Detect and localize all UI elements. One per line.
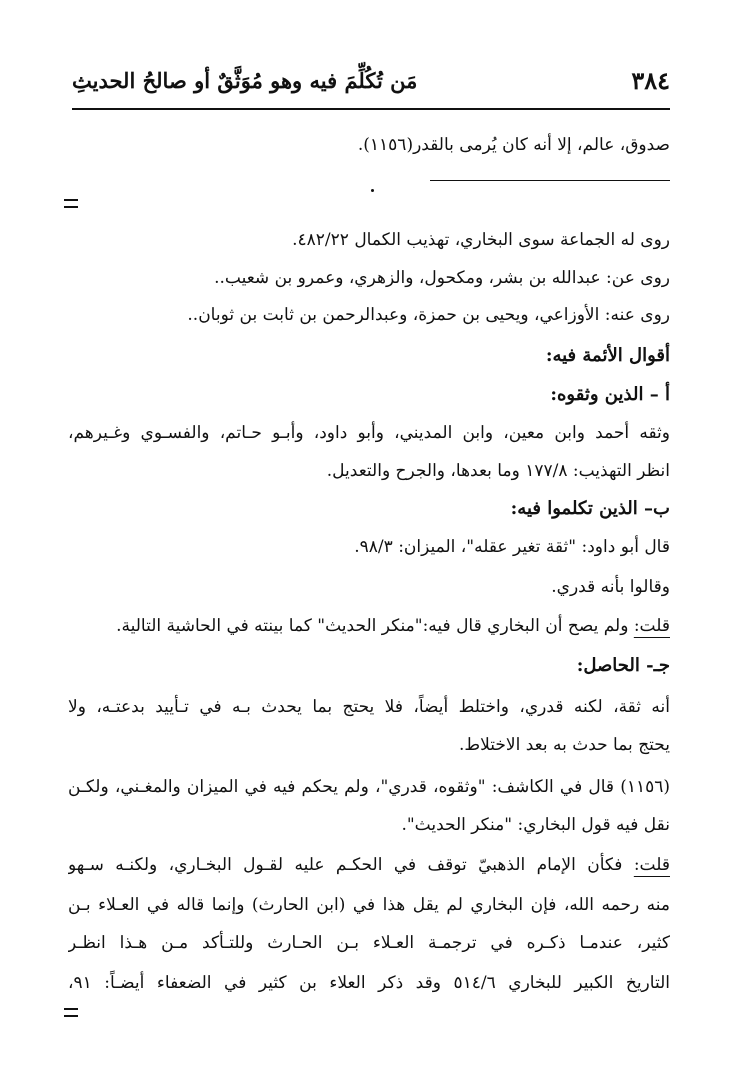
body-line-9-text: ولم يصح أن البخاري قال فيه:"منكر الحديث" كما بينته في الحاشية التالية. <box>116 616 634 636</box>
footnote-line-4: منه رحمه الله، فإن البخاري لم يقل هذا في (ابن الحارث) وإنما قاله في العـلاء بـن <box>68 895 670 915</box>
footnote-line-1: (١١٥٦) قال في الكاشف: "وثقوه، قدري"، ولم يحكم فيه في الميزان والمغـني، ولكـن <box>68 777 670 797</box>
body-line-11: يحتج بما حدث به بعد الاختلاط. <box>458 735 670 755</box>
body-line-1: صدوق، عالم، إلا أنه كان يُرمى بالقدر(١١٥٦). <box>357 135 670 155</box>
body-line-6: انظر التهذيب: ١٧٧/٨ وما بعدها، والجرح والتعديل. <box>326 461 670 481</box>
body-line-5: وثقه أحمد وابن معين، وابن المديني، وأبو داود، وأبـو حـاتم، والفسـوي وغـيرهم، <box>68 423 670 443</box>
body-line-4: روى عنه: الأوزاعي، ويحيى بن حمزة، وعبدالرحمن بن ثابت بن ثوبان.. <box>187 305 670 325</box>
qult-label: قلت: <box>633 616 670 636</box>
body-line-2: روى له الجماعة سوى البخاري، تهذيب الكمال ٤٨٢/٢٢. <box>292 230 670 250</box>
header-rule <box>72 108 670 110</box>
page-header <box>72 60 670 100</box>
body-line-8: وقالوا بأنه قدري. <box>551 577 670 597</box>
running-title: مَن تُكُلِّمَ فيه وهو مُوَثَّقٌ أو صالحُ الحديثِ <box>72 67 418 93</box>
stray-dot <box>371 189 374 192</box>
body-line-7: قال أبو داود: "ثقة تغير عقله"، الميزان: ٩٨/٣. <box>354 537 670 557</box>
footnote-line-2: نقل فيه قول البخاري: "منكر الحديث". <box>401 815 670 835</box>
double-line-mark-bottom <box>64 1008 78 1017</box>
heading-b: ب– الذين تكلموا فيه: <box>510 498 670 519</box>
heading-aqwal: أقوال الأئمة فيه: <box>545 345 670 366</box>
footnote-line-3-text: فكأن الإمام الذهبيّ توقف في الحكـم عليه لقـول البخـاري، ولكنـه سـهو <box>68 855 634 875</box>
heading-j: جـ- الحاصل: <box>576 655 670 676</box>
body-line-9 <box>68 612 670 640</box>
body-line-10: أنه ثقة، لكنه قدري، واختلط أيضاً، فلا يحتج بما يحدث بـه في تـأييد بدعتـه، ولا <box>68 697 670 717</box>
footnote-separator <box>430 180 670 181</box>
footnote-line-3 <box>68 851 670 879</box>
body-line-3: روى عن: عبدالله بن بشر، ومكحول، والزهري، وعمرو بن شعيب.. <box>214 268 670 288</box>
footnote-line-5: كثير، عندمـا ذكـره في ترجمـة العـلاء بـن الحـارث وللتـأكد مـن هـذا انظـر <box>68 933 670 953</box>
footnote-qult-label: قلت: <box>633 855 670 875</box>
page-number: ٣٨٤ <box>631 65 670 95</box>
heading-a: أ – الذين وثقوه: <box>550 384 670 405</box>
double-line-mark <box>64 199 78 208</box>
footnote-line-6: التاريخ الكبير للبخاري ٥١٤/٦ وقد ذكر العلاء بن كثير في الضعفاء أيضـاً: ٩١، <box>68 973 670 993</box>
